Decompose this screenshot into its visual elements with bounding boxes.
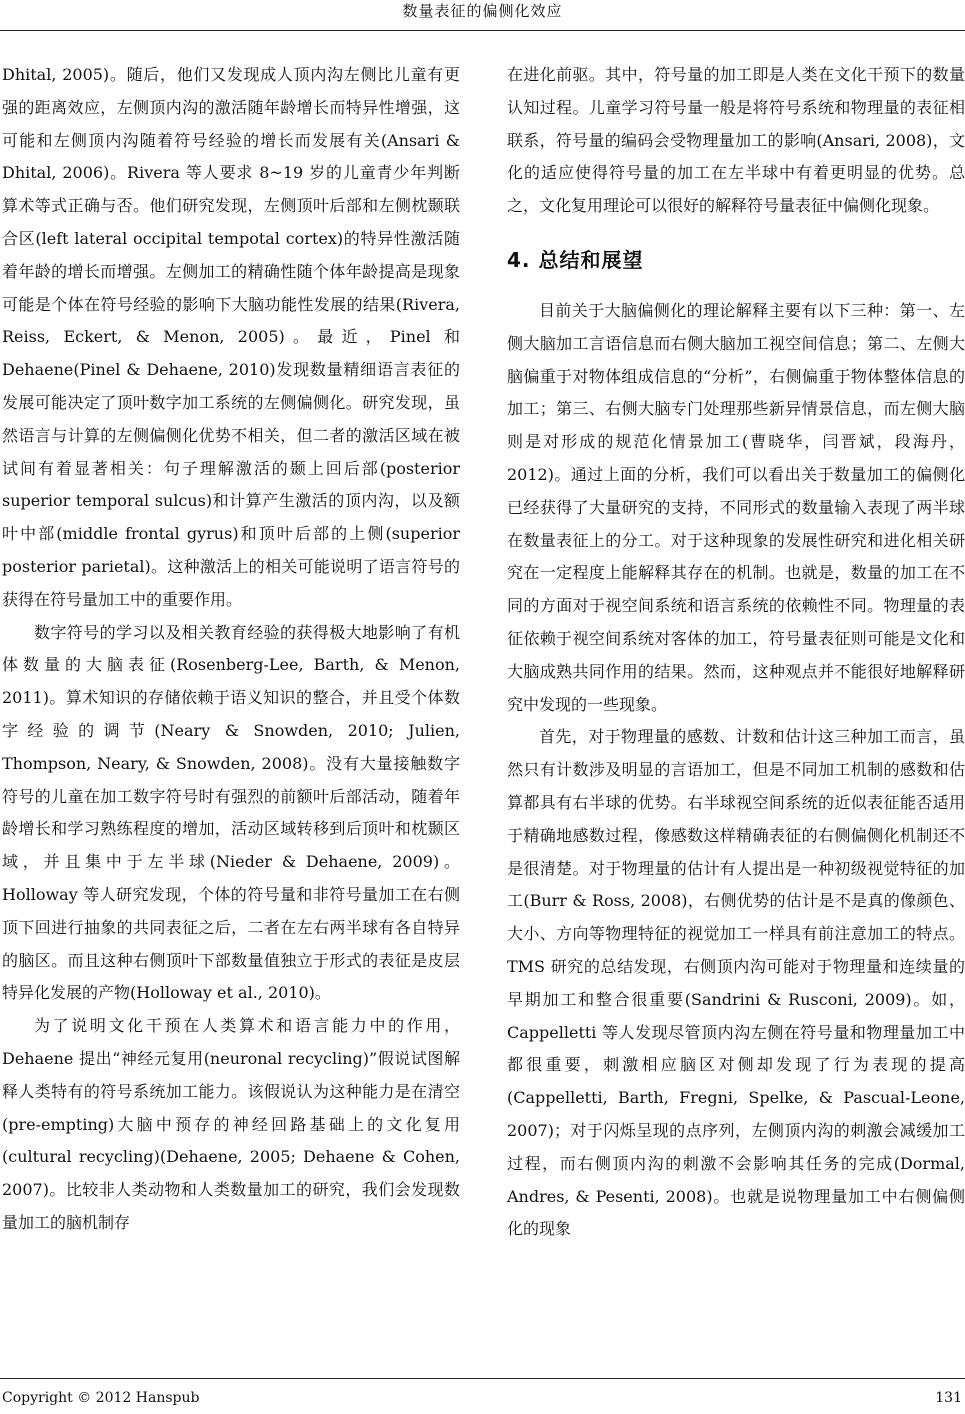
copyright-notice: Copyright © 2012 Hanspub xyxy=(2,1390,200,1406)
body-paragraph: 首先，对于物理量的感数、计数和估计这三种加工而言，虽然只有计数涉及明显的言语加工，但是不同加工机制的感数和估算都具有右半球的优势。右半球视空间系统的近似表征能否适用于精确地感数过程，像感数这样精确表征的右侧偏侧化机制还不是很清楚。对于物理量的估计有人提出是一种初级视觉特征的加工(Burr & Ross, 2008)，右侧优势的估计是不是真的像颜色、大小、方向等物理特征的视觉加工一样具有前注意加工的特点。TMS 研究的总结发现，右侧顶内沟可能对于物理量和连续量的早期加工和整合很重要(Sandrini & Rusconi, 2009)。如，Cappelletti 等人发现尽管顶内沟左侧在符号量和物理量加工中都很重要，刺激相应脑区对侧却发现了行为表现的提高(Cappelletti, Barth, Fregni, Spelke, & Pascual-Leone, 2007)；对于闪烁呈现的点序列，左侧顶内沟的刺激会减缓加工过程，而右侧顶内沟的刺激不会影响其任务的完成(Dormal, Andres, & Pesenti, 2008)。也就是说物理量加工中右侧偏侧化的现象 xyxy=(507,727,965,1239)
section-heading: 4. 总结和展望 xyxy=(507,247,644,272)
body-paragraph: 数字符号的学习以及相关教育经验的获得极大地影响了有机体数量的大脑表征(Rosenberg-Lee, Barth, & Menon, 2011)。算术知识的存储依赖于语义知识的整合，并且受个体数字经验的调节(Neary & Snowden, 2010; Julien, Thompson, Neary, & Snowden, 2008)。没有大量接触数字符号的儿童在加工数字符号时有强烈的前额叶后部活动，随着年龄增长和学习熟练程度的增加，活动区域转移到后顶叶和枕颞区域，并且集中于左半球(Nieder & Dehaene, 2009)。Holloway 等人研究发现，个体的符号量和非符号量加工在右侧顶下回进行抽象的共同表征之后，二者在左右两半球有各自特异的脑区。而且这种右侧顶叶下部数量值独立于形式的表征是皮层特异化发展的产物(Holloway et al., 2010)。 xyxy=(2,622,460,1003)
page-number: 131 xyxy=(935,1390,962,1406)
body-paragraph: 在进化前驱。其中，符号量的加工即是人类在文化干预下的数量认知过程。儿童学习符号量一般是将符号系统和物理量的表征相联系，符号量的编码会受物理量加工的影响(Ansari, 2008)，文化的适应使得符号量的加工在左半球中有着更明显的优势。总之，文化复用理论可以很好的解释符号量表征中偏侧化现象。 xyxy=(507,65,965,216)
right-column xyxy=(507,59,965,1246)
footer-divider xyxy=(0,1378,965,1379)
body-paragraph: 目前关于大脑偏侧化的理论解释主要有以下三种：第一、左侧大脑加工言语信息而右侧大脑加工视空间信息；第二、左侧大脑偏重于对物体组成信息的“分析”，右侧偏重于物体整体信息的加工；第三、右侧大脑专门处理那些新异情景信息，而左侧大脑则是对形成的规范化情景加工(曹晓华，闫晋斌，段海丹，2012)。通过上面的分析，我们可以看出关于数量加工的偏侧化已经获得了大量研究的支持，不同形式的数量输入表现了两半球在数量表征上的分工。对于这种现象的发展性研究和进化相关研究在一定程度上能解释其存在的机制。也就是，数量的加工在不同的方面对于视空间系统和语言系统的依赖性不同。物理量的表征依赖于视空间系统对客体的加工，符号量表征则可能是文化和大脑成熟共同作用的结果。然而，这种观点并不能很好地解释研究中发现的一些现象。 xyxy=(507,300,965,714)
header-divider xyxy=(0,30,965,31)
body-paragraph: 为了说明文化干预在人类算术和语言能力中的作用，Dehaene 提出“神经元复用(neuronal recycling)”假说试图解释人类特有的符号系统加工能力。该假说认为这种能力是在清空(pre-empting)大脑中预存的神经回路基础上的文化复用(cultural recycling)(Dehaene, 2005; Dehaene & Cohen, 2007)。比较非人类动物和人类数量加工的研究，我们会发现数量加工的脑机制存 xyxy=(2,1016,460,1232)
body-paragraph: Dhital, 2005)。随后，他们又发现成人顶内沟左侧比儿童有更强的距离效应，左侧顶内沟的激活随年龄增长而特异性增强，这可能和左侧顶内沟随着符号经验的增长而发展有关(Ansari & Dhital, 2006)。Rivera 等人要求 8~19 岁的儿童青少年判断算术等式正确与否。他们研究发现，左侧顶叶后部和左侧枕颞联合区(left lateral occipital tempotal cortex)的特异性激活随着年龄的增长而增强。左侧加工的精确性随个体年龄提高是现象可能是个体在符号经验的影响下大脑功能性发展的结果(Rivera, Reiss, Eckert, & Menon, 2005)。最近，Pinel 和 Dehaene(Pinel & Dehaene, 2010)发现数量精细语言表征的发展可能决定了顶叶数字加工系统的左侧偏侧化。研究发现，虽然语言与计算的左侧偏侧化优势不相关，但二者的激活区域在被试间有着显著相关：句子理解激活的颞上回后部(posterior superior temporal sulcus)和计算产生激活的顶内沟，以及额叶中部(middle frontal gyrus)和顶叶后部的上侧(superior posterior parietal)。这种激活上的相关可能说明了语言符号的获得在符号量加工中的重要作用。 xyxy=(2,65,460,609)
left-column xyxy=(2,59,460,1240)
running-title: 数量表征的偏侧化效应 xyxy=(402,2,563,20)
